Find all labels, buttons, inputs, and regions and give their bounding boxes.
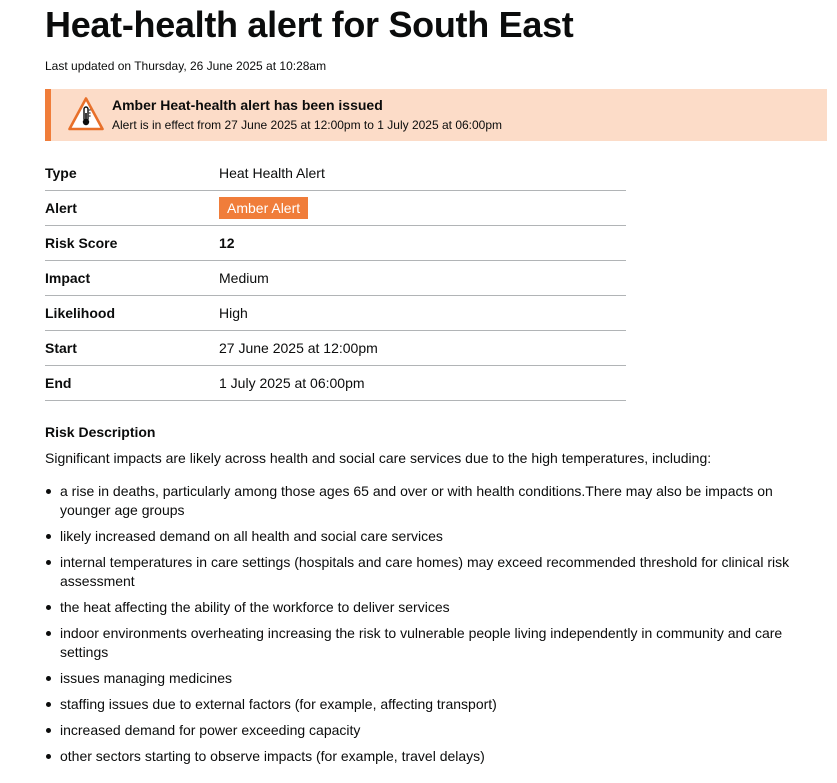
list-item bbox=[45, 553, 805, 591]
bullet-icon bbox=[46, 534, 51, 539]
details-label: Likelihood bbox=[45, 305, 115, 321]
last-updated: Last updated on Thursday, 26 June 2025 at 10:28am bbox=[45, 59, 327, 73]
bullet-icon bbox=[46, 728, 51, 733]
list-item bbox=[45, 482, 805, 520]
list-item bbox=[45, 721, 805, 740]
bullet-icon bbox=[46, 676, 51, 681]
alert-details-list bbox=[45, 156, 626, 401]
bullet-icon bbox=[46, 560, 51, 565]
risk-description-heading: Risk Description bbox=[45, 424, 156, 440]
list-item-text: internal temperatures in care settings (hospitals and care homes) may exceed recommended threshold for clinical risk assessment bbox=[60, 554, 790, 589]
details-row-likelihood bbox=[45, 296, 626, 331]
risk-impacts-list bbox=[45, 482, 805, 773]
bullet-icon bbox=[46, 702, 51, 707]
bullet-icon bbox=[46, 631, 51, 636]
list-item-text: staffing issues due to external factors (for example, affecting transport) bbox=[60, 696, 497, 712]
details-value: 1 July 2025 at 06:00pm bbox=[219, 375, 365, 391]
details-value: Medium bbox=[219, 270, 269, 286]
alert-banner bbox=[45, 89, 827, 141]
list-item-text: likely increased demand on all health and social care services bbox=[60, 528, 443, 544]
details-label: End bbox=[45, 375, 72, 391]
bullet-icon bbox=[46, 605, 51, 610]
list-item-text: the heat affecting the ability of the workforce to deliver services bbox=[60, 599, 450, 615]
details-value: Heat Health Alert bbox=[219, 165, 325, 181]
list-item-text: increased demand for power exceeding capacity bbox=[60, 722, 361, 738]
list-item bbox=[45, 598, 805, 617]
list-item-text: other sectors starting to observe impacts (for example, travel delays) bbox=[60, 748, 485, 764]
details-label: Start bbox=[45, 340, 77, 356]
details-value: 27 June 2025 at 12:00pm bbox=[219, 340, 378, 356]
details-label: Risk Score bbox=[45, 235, 118, 251]
list-item-text: indoor environments overheating increasing the risk to vulnerable people living independently in community and care settings bbox=[60, 625, 783, 660]
details-row-type bbox=[45, 156, 626, 191]
bullet-icon bbox=[46, 489, 51, 494]
bullet-icon bbox=[46, 754, 51, 759]
details-value bbox=[219, 191, 308, 219]
list-item-text: issues managing medicines bbox=[60, 670, 232, 686]
page-title: Heat-health alert for South East bbox=[45, 4, 574, 45]
list-item-text: a rise in deaths, particularly among those ages 65 and over or with health conditions.There may also be impacts on younger age groups bbox=[60, 483, 773, 518]
details-row-alert bbox=[45, 191, 626, 226]
list-item bbox=[45, 669, 805, 688]
list-item bbox=[45, 624, 805, 662]
alert-level-badge: Amber Alert bbox=[219, 197, 308, 219]
list-item bbox=[45, 527, 805, 546]
risk-score-value: 12 bbox=[219, 235, 235, 251]
details-row-start bbox=[45, 331, 626, 366]
banner-title: Amber Heat-health alert has been issued bbox=[112, 97, 383, 113]
list-item bbox=[45, 747, 805, 766]
details-row-impact bbox=[45, 261, 626, 296]
details-row-end bbox=[45, 366, 626, 401]
details-value: High bbox=[219, 305, 248, 321]
risk-description-intro: Significant impacts are likely across health and social care services due to the high temperatures, including: bbox=[45, 450, 712, 466]
thermometer-warning-icon bbox=[67, 96, 105, 132]
details-label: Impact bbox=[45, 270, 91, 286]
banner-text: Alert is in effect from 27 June 2025 at 12:00pm to 1 July 2025 at 06:00pm bbox=[112, 118, 503, 132]
details-row-risk-score bbox=[45, 226, 626, 261]
details-label: Alert bbox=[45, 200, 77, 216]
details-label: Type bbox=[45, 165, 77, 181]
list-item bbox=[45, 695, 805, 714]
